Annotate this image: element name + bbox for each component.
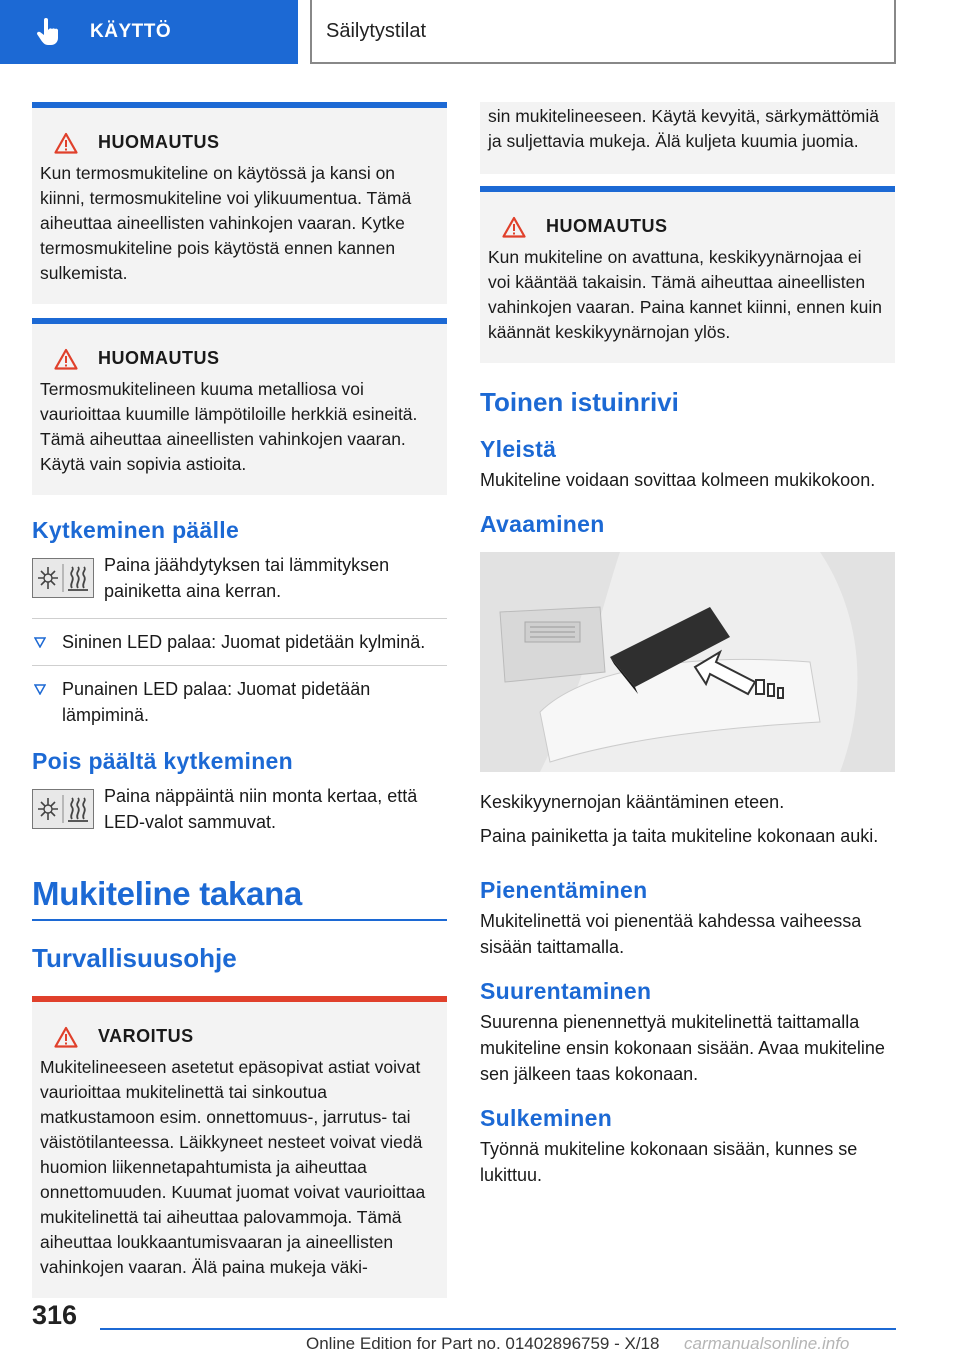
second-row-heading: Toinen istuinrivi bbox=[480, 387, 679, 417]
general-text: Mukiteline voidaan sovittaa kolmeen mukikokoon. bbox=[480, 470, 876, 490]
section-tab-label: KÄYTTÖ bbox=[90, 21, 172, 42]
opening-text: Paina painiketta ja taita mukiteline kokonaan auki. bbox=[480, 826, 879, 846]
safety-heading: Turvallisuusohje bbox=[32, 943, 237, 973]
left-column bbox=[32, 102, 447, 1298]
cool-heat-button-icon bbox=[32, 789, 94, 829]
warning-header bbox=[54, 1024, 439, 1049]
armrest-cupholder-illustration bbox=[480, 552, 895, 772]
footer-watermark: carmanualsonline.info bbox=[684, 1334, 850, 1353]
switch-off-text: Paina näppäintä niin monta kertaa, että LED-valot sammuvat. bbox=[104, 786, 418, 832]
list-item-text: Sininen LED palaa: Juomat pidetään kylminä. bbox=[62, 632, 426, 652]
general-heading: Yleistä bbox=[480, 436, 557, 462]
warning-text: Mukitelineeseen asetetut epäsopivat astiat voivat vaurioittaa mukitelinettä tai sinkoutua matkustamoon esim. onnettomuus-, jarrutus- tai väistötilanteessa. Läikkyneet nesteet voivat viedä huomion liikennetapahtumista ja aiheuttaa onnettomuuden. Kuumat juomat voivat vaurioittaa mukitelinettä tai aiheuttaa palovammoja. Tämä aiheuttaa loukkaantumisvaaran ja aineellisten vahinkojen vaaran. Älä paina mukeja väki- bbox=[40, 1057, 426, 1277]
hand-pointer-icon bbox=[34, 17, 64, 47]
opening-caption: Keskikyynernojan kääntäminen eteen. bbox=[480, 792, 785, 812]
note-text: Kun termosmukiteline on käytössä ja kansi on kiinni, termosmukiteline voi ylikuumentua. Tämä aiheuttaa aineellisten vahinkojen vaaran. Kytke termosmukiteline pois käytöstä ennen kannen sulkemista. bbox=[40, 163, 412, 283]
note-header bbox=[54, 346, 439, 371]
warning-triangle-icon bbox=[54, 1026, 78, 1048]
note-text: Kun mukiteline on avattuna, keskikyynärnojaa ei voi kääntää takaisin. Tämä aiheuttaa aineellisten vahinkojen vaaran. Paina kannet kiinni, ennen kuin käännät keskikyynärnojan ylös. bbox=[488, 247, 883, 342]
bullet-triangle-icon bbox=[34, 683, 46, 695]
bullet-triangle-icon bbox=[34, 636, 46, 648]
note-label: HUOMAUTUS bbox=[98, 132, 220, 152]
note-box bbox=[480, 186, 895, 363]
enlarging-text: Suurenna pienennettyä mukitelinettä taittamalla mukiteline ensin kokonaan sisään. Avaa mukiteline sen jälkeen taas kokonaan. bbox=[480, 1012, 885, 1084]
page-number: 316 bbox=[32, 1300, 78, 1330]
warning-triangle-icon bbox=[54, 348, 78, 370]
list-item bbox=[32, 618, 447, 665]
switch-on-heading: Kytkeminen päälle bbox=[32, 517, 240, 543]
enlarging-heading: Suurentaminen bbox=[480, 978, 652, 1004]
note-label: HUOMAUTUS bbox=[98, 348, 220, 368]
cool-heat-button-row bbox=[32, 552, 447, 604]
switch-on-text: Paina jäähdytyksen tai lämmityksen painiketta aina kerran. bbox=[104, 555, 390, 601]
reducing-text: Mukitelinettä voi pienentää kahdessa vaiheessa sisään taittamalla. bbox=[480, 911, 862, 957]
note-box bbox=[32, 102, 447, 304]
note-text: Termosmukitelineen kuuma metalliosa voi vaurioittaa kuumille lämpötiloille herkkiä esineitä. Tämä aiheuttaa aineellisten vahinkojen vaaran. Käytä vain sopivia astioita. bbox=[40, 379, 418, 474]
note-header bbox=[502, 214, 887, 239]
warning-box bbox=[32, 996, 447, 1298]
warning-continuation bbox=[480, 102, 895, 174]
cool-heat-button-row bbox=[32, 783, 447, 835]
footer-edition: Online Edition for Part no. 01402896759 - X/18 bbox=[306, 1334, 660, 1353]
list-item-text: Punainen LED palaa: Juomat pidetään lämpiminä. bbox=[62, 679, 371, 725]
section-title: Mukiteline takana bbox=[32, 875, 447, 921]
closing-heading: Sulkeminen bbox=[480, 1105, 613, 1131]
right-column bbox=[480, 102, 895, 1188]
reducing-heading: Pienentäminen bbox=[480, 877, 648, 903]
section-tab[interactable] bbox=[0, 0, 298, 64]
footer-divider bbox=[100, 1328, 896, 1330]
note-header bbox=[54, 130, 439, 155]
opening-heading: Avaaminen bbox=[480, 511, 605, 537]
note-label: HUOMAUTUS bbox=[546, 216, 668, 236]
warning-triangle-icon bbox=[502, 216, 526, 238]
list-item bbox=[32, 665, 447, 738]
closing-text: Työnnä mukiteline kokonaan sisään, kunnes se lukittuu. bbox=[480, 1139, 858, 1185]
switch-off-heading: Pois päältä kytkeminen bbox=[32, 748, 293, 774]
warning-triangle-icon bbox=[54, 132, 78, 154]
note-box bbox=[32, 318, 447, 495]
warning-label: VAROITUS bbox=[98, 1026, 194, 1046]
cool-heat-button-icon bbox=[32, 558, 94, 598]
warning-continuation-text: sin mukitelineeseen. Käytä kevyitä, särkymättömiä ja suljettavia mukeja. Älä kuljeta kuumia juomia. bbox=[488, 106, 879, 151]
chapter-title: Säilytystilat bbox=[310, 0, 896, 64]
